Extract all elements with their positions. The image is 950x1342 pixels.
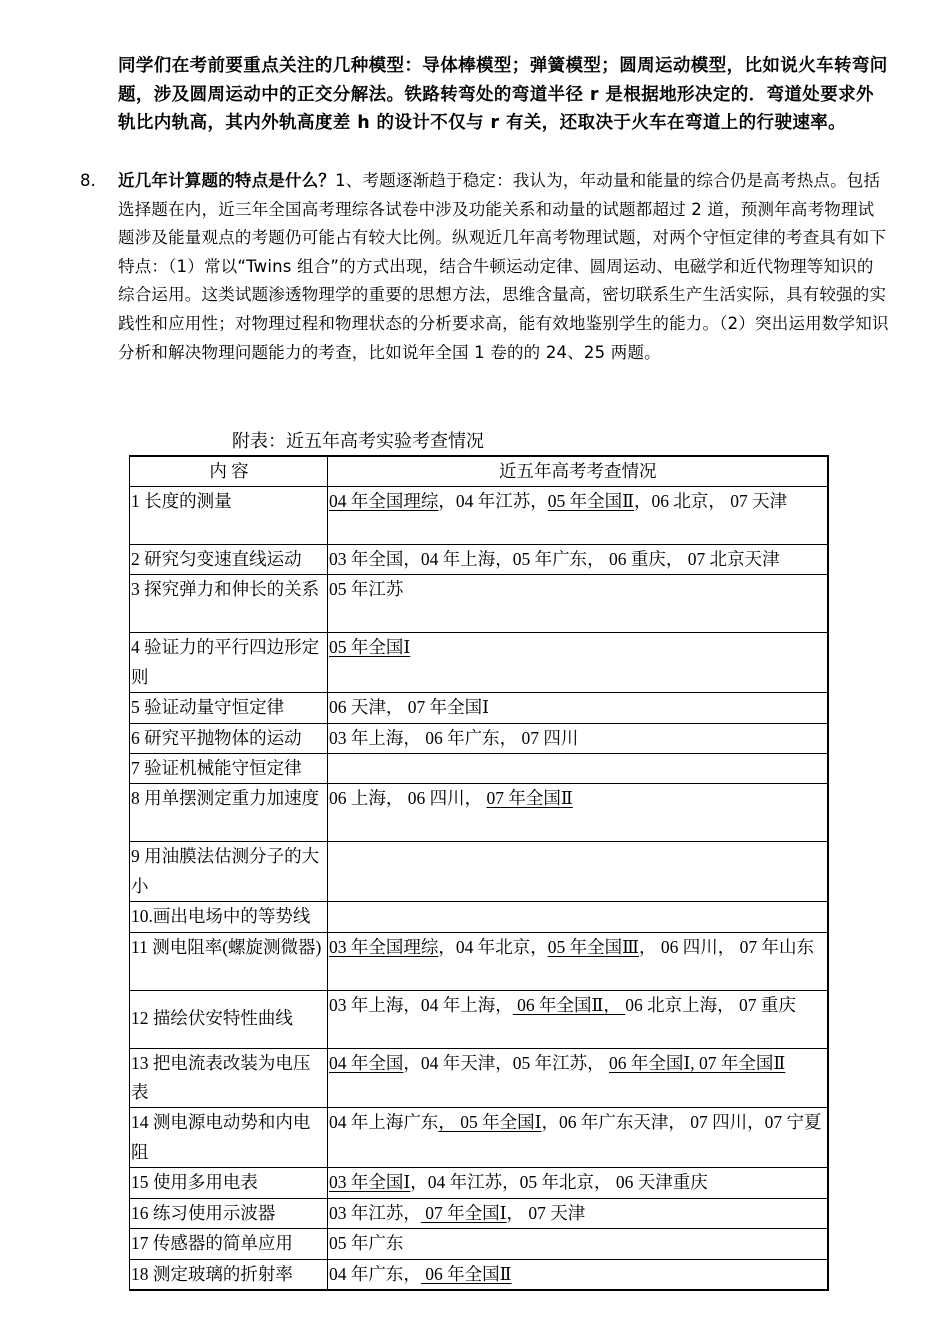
exam-history-cell	[328, 1198, 828, 1228]
table-row	[130, 487, 828, 545]
experiment-name-cell: 14 测电源电动势和内电阻	[130, 1108, 328, 1168]
exam-ref: ， 07 天津	[506, 1202, 586, 1223]
underlined-exam-ref: ， 05 年全国Ⅰ	[438, 1112, 542, 1133]
table-row	[130, 693, 828, 723]
exam-ref: ，04 年天津，05 年江苏，	[403, 1052, 609, 1073]
exam-ref: ，06 年广东天津， 07 四川，07 宁夏	[541, 1112, 822, 1133]
experiment-name-cell: 1 长度的测量	[130, 487, 328, 545]
header-exam-history: 近五年高考考查情况	[328, 456, 828, 487]
exam-history-cell	[328, 990, 828, 1048]
table-row	[130, 1259, 828, 1290]
experiment-name-cell: 18 测定玻璃的折射率	[130, 1259, 328, 1290]
exam-history-cell	[328, 842, 828, 902]
experiment-name-cell: 11 测电阻率(螺旋测微器)	[130, 932, 328, 990]
exam-ref: ，04 年北京，	[438, 936, 548, 957]
exam-ref: ，06 北京， 07 天津	[634, 491, 788, 511]
underlined-exam-ref: 06 年全国Ⅱ	[420, 1263, 512, 1284]
experiment-name-cell: 4 验证力的平行四边形定则	[130, 633, 328, 693]
exam-history-cell	[328, 1259, 828, 1290]
table-row	[130, 902, 828, 932]
underlined-exam-ref: 06 年全国Ⅰ,	[609, 1052, 700, 1073]
underlined-exam-ref: 04 年全国理综	[329, 491, 439, 511]
table-row	[130, 1198, 828, 1228]
table-body	[130, 487, 828, 1290]
exam-ref: 06 上海， 06 四川，	[329, 788, 487, 809]
exam-ref: 03 年上海， 06 年广东， 07 四川	[329, 727, 579, 748]
table-row	[130, 1048, 828, 1108]
table-row	[130, 842, 828, 902]
table-row	[130, 932, 828, 990]
exam-ref: ，04 年江苏，05 年北京， 06 天津重庆	[410, 1172, 708, 1193]
experiment-name-cell: 9 用油膜法估测分子的大小	[130, 842, 328, 902]
table-caption: 附表：近五年高考实验考查情况	[232, 431, 484, 451]
exam-ref: 05 年广东	[329, 1233, 404, 1254]
intro-paragraph: 同学们在考前要重点关注的几种模型：导体棒模型；弹簧模型；圆周运动模型，比如说火车转弯问题，涉及圆周运动中的正交分解法。铁路转弯处的弯道半径 r 是根据地形决定的．弯道处要求外轨比内轨高，其内外轨高度差 h 的设计不仅与 r 有关，还取决于火车在弯道上的行驶速率。	[118, 56, 888, 133]
exam-history-cell	[328, 633, 828, 693]
underlined-exam-ref: 03 年全国Ⅰ	[329, 1172, 411, 1193]
exam-ref: 05 年江苏	[329, 579, 404, 600]
experiment-name-cell: 10.画出电场中的等势线	[130, 902, 328, 932]
exam-history-cell	[328, 723, 828, 753]
exam-history-cell	[328, 754, 828, 784]
question-text: 近几年计算题的特点是什么？	[118, 171, 336, 190]
experiment-name-cell: 6 研究平抛物体的运动	[130, 723, 328, 753]
exam-ref: ， 06 四川， 07 年山东	[639, 936, 815, 957]
exam-ref: 03 年全国，04 年上海，05 年广东， 06 重庆， 07 北京天津	[329, 549, 780, 569]
exam-history-cell	[328, 575, 828, 633]
table-row	[130, 1108, 828, 1168]
exam-history-cell	[328, 1229, 828, 1259]
underlined-exam-ref: 07 年全国Ⅱ	[699, 1052, 786, 1073]
underlined-exam-ref: 03 年全国理综	[329, 936, 439, 957]
exam-ref: 04 年广东，	[329, 1263, 421, 1284]
table-row	[130, 784, 828, 842]
experiment-name-cell: 3 探究弹力和伸长的关系	[130, 575, 328, 633]
experiment-name-cell: 7 验证机械能守恒定律	[130, 754, 328, 784]
header-content: 内 容	[130, 456, 328, 487]
underlined-exam-ref: 05 年全国Ⅲ	[547, 936, 640, 957]
experiment-name-cell: 17 传感器的简单应用	[130, 1229, 328, 1259]
experiment-name-cell: 13 把电流表改装为电压表	[130, 1048, 328, 1108]
underlined-exam-ref: 05 年全国Ⅱ	[547, 491, 635, 511]
experiment-name-cell: 16 练习使用示波器	[130, 1198, 328, 1228]
experiment-name-cell: 12 描绘伏安特性曲线	[130, 990, 328, 1048]
table-row	[130, 633, 828, 693]
table-row	[130, 754, 828, 784]
exam-ref: 04 年上海广东	[329, 1112, 439, 1133]
answer-text: 1、考题逐渐趋于稳定：我认为，年动量和能量的综合仍是高考热点。包括选择题在内，近三年全国高考理综各试卷中涉及功能关系和动量的试题都超过 2 道，预测年高考物理试题涉及能量观点的考题仍可能占有较大比例。纵观近几年高考物理试题，对两个守恒定律的考查具有如下特点：（1）常以“Twins 组合”的方式出现，结合牛顿运动定律、圆周运动、电磁学和近代物理等知识的综合运用。这类试题渗透物理学的重要的思想方法，思维含量高，密切联系生产生活实际，具有较强的实践性和应用性；对物理过程和物理状态的分析要求高，能有效地鉴别学生的能力。（2）突出运用数学知识分析和解决物理问题能力的考查，比如说年全国 1 卷的的 24、25 两题。	[118, 171, 889, 362]
exam-history-cell	[328, 1168, 828, 1198]
question-number: 8.	[80, 171, 96, 190]
exam-ref: 06 北京上海， 07 重庆	[625, 994, 796, 1015]
exam-history-cell	[328, 932, 828, 990]
experiment-table	[129, 455, 829, 1291]
exam-ref: ，04 年江苏，	[438, 491, 548, 511]
experiment-name-cell: 5 验证动量守恒定律	[130, 693, 328, 723]
exam-ref: 03 年江苏，	[329, 1202, 421, 1223]
underlined-exam-ref: 05 年全国Ⅰ	[329, 637, 411, 658]
table-row	[130, 1229, 828, 1259]
exam-history-cell	[328, 693, 828, 723]
underlined-exam-ref: 07 年全国Ⅱ	[486, 788, 573, 809]
experiment-name-cell: 8 用单摆测定重力加速度	[130, 784, 328, 842]
table-header-row	[130, 456, 828, 487]
exam-history-cell	[328, 784, 828, 842]
exam-history-cell	[328, 1048, 828, 1108]
experiment-name-cell: 15 使用多用电表	[130, 1168, 328, 1198]
exam-ref: 03 年上海，04 年上海，	[329, 994, 513, 1015]
table-row	[130, 723, 828, 753]
table-row	[130, 990, 828, 1048]
exam-ref: 06 天津， 07 年全国Ⅰ	[329, 697, 490, 718]
table-row	[130, 1168, 828, 1198]
underlined-exam-ref: 06 年全国Ⅱ，	[512, 994, 626, 1015]
table-row	[130, 575, 828, 633]
exam-history-cell	[328, 545, 828, 575]
exam-history-cell	[328, 487, 828, 545]
table-row	[130, 545, 828, 575]
experiment-name-cell: 2 研究匀变速直线运动	[130, 545, 328, 575]
question-8	[80, 167, 890, 367]
exam-history-cell	[328, 902, 828, 932]
question-8-body	[118, 167, 890, 367]
exam-history-cell	[328, 1108, 828, 1168]
underlined-exam-ref: 07 年全国Ⅰ	[420, 1202, 507, 1223]
underlined-exam-ref: 04 年全国	[329, 1052, 404, 1073]
